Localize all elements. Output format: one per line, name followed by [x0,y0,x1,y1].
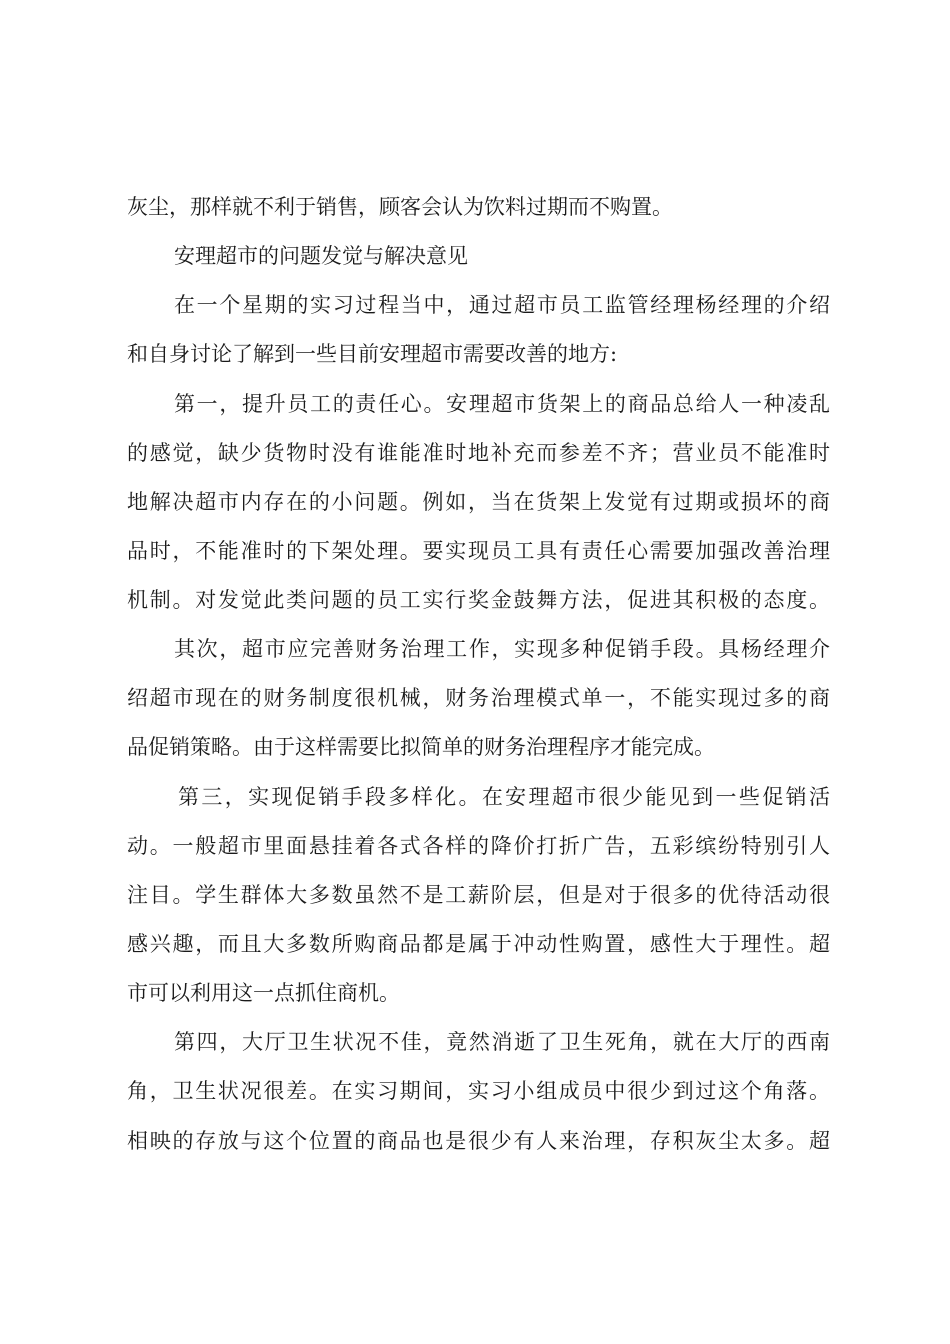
text-line: 灰尘，那样就不利于销售，顾客会认为饮料过期而不购置。 [127,195,673,219]
text-line: 第一，提升员工的责任心。安理超市货架上的商品总给人一种凌乱 [174,392,830,416]
text-line: 市可以利用这一点抓住商机。 [127,981,400,1005]
text-line: 注目。学生群体大多数虽然不是工薪阶层，但是对于很多的优待活动很 [127,883,830,907]
text-line: 机制。对发觉此类问题的员工实行奖金鼓舞方法，促进其积极的态度。 [127,588,830,612]
text-line: 感兴趣，而且大多数所购商品都是属于冲动性购置，感性大于理性。超 [127,932,830,956]
section-heading: 安理超市的问题发觉与解决意见 [174,244,468,268]
text-line: 在一个星期的实习过程当中，通过超市员工监管经理杨经理的介绍 [174,293,830,317]
text-line: 角，卫生状况很差。在实习期间，实习小组成员中很少到过这个角落。 [127,1079,830,1103]
text-line: 相映的存放与这个位置的商品也是很少有人来治理，存积灰尘太多。超 [127,1129,830,1153]
text-line: 和自身讨论了解到一些目前安理超市需要改善的地方: [127,342,618,366]
text-line: 品促销策略。由于这样需要比拟简单的财务治理程序才能完成。 [127,735,715,759]
text-line: 地解决超市内存在的小问题。例如，当在货架上发觉有过期或损坏的商 [127,490,830,514]
text-line: 第四，大厅卫生状况不佳，竟然消逝了卫生死角，就在大厅的西南 [174,1030,830,1054]
text-line: 第三，实现促销手段多样化。在安理超市很少能见到一些促销活 [178,785,830,809]
text-line: 其次，超市应完善财务治理工作，实现多种促销手段。具杨经理介 [174,637,830,661]
text-line: 的感觉，缺少货物时没有谁能准时地补充而参差不齐；营业员不能准时 [127,441,830,465]
text-line: 品时，不能准时的下架处理。要实现员工具有责任心需要加强改善治理 [127,539,830,563]
text-line: 绍超市现在的财务制度很机械，财务治理模式单一，不能实现过多的商 [127,686,830,710]
text-line: 动。一般超市里面悬挂着各式各样的降价打折广告，五彩缤纷特别引人 [127,834,830,858]
